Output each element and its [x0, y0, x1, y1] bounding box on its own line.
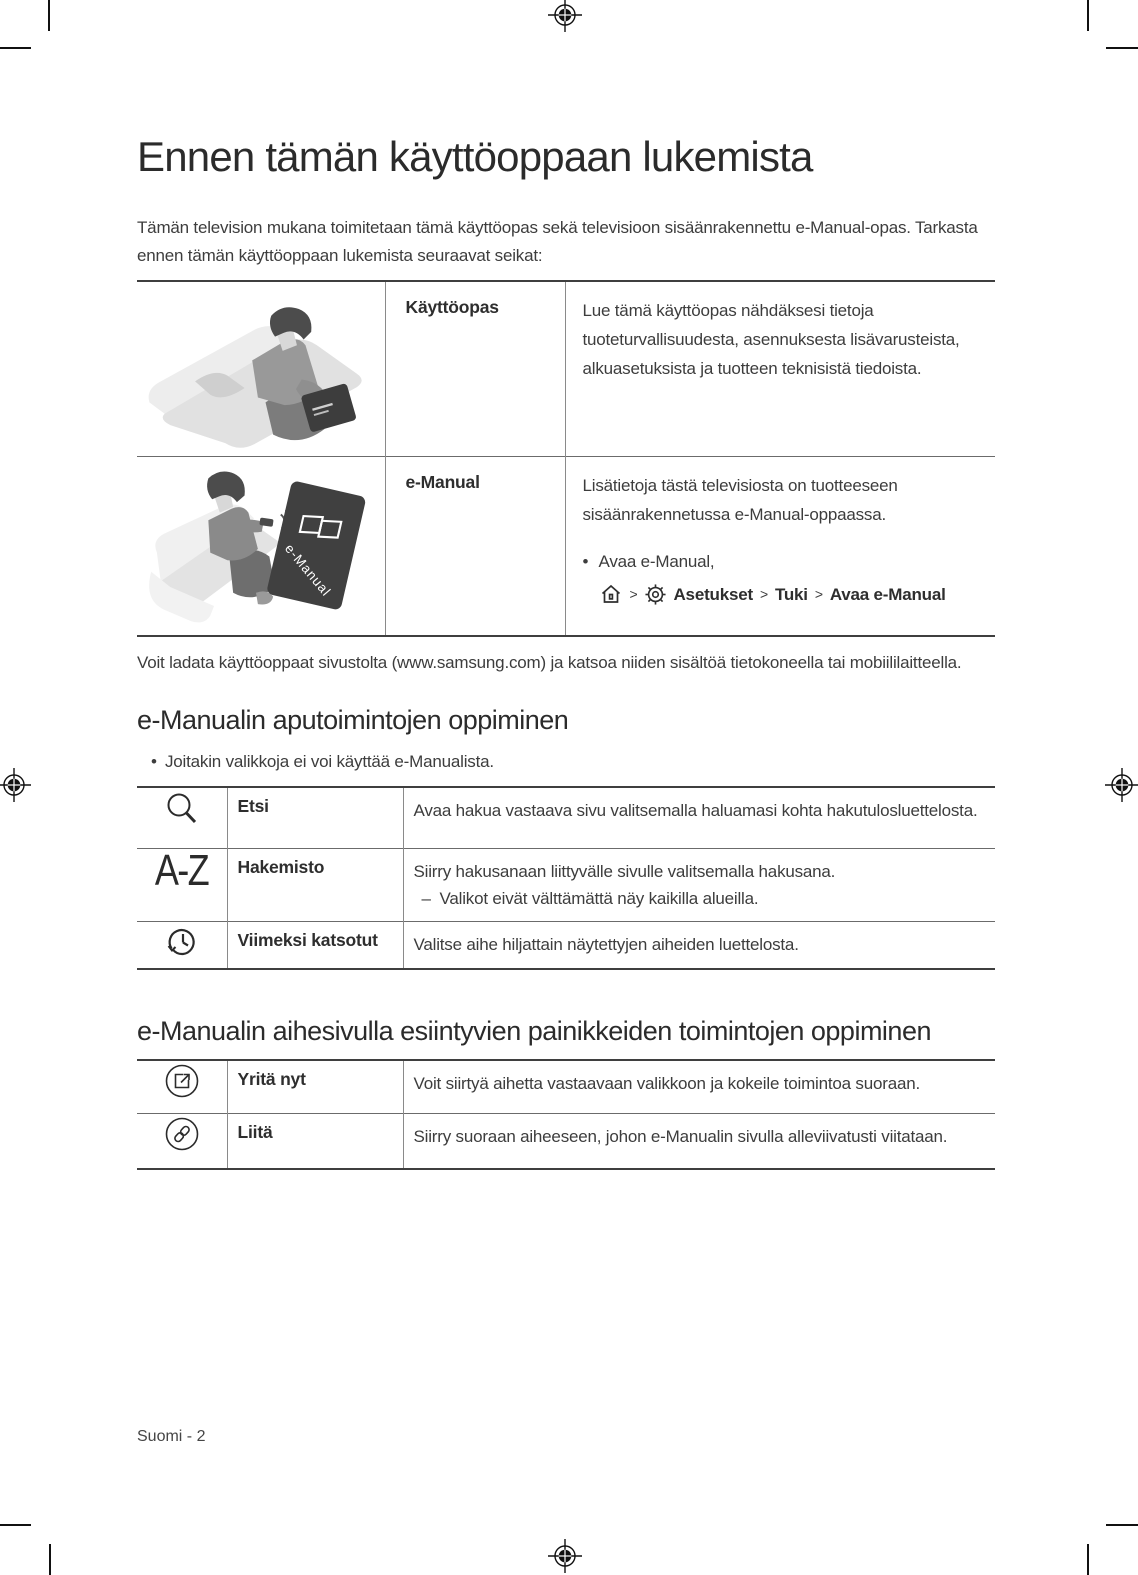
table-row — [137, 456, 995, 636]
section-heading-buttons: e-Manualin aihesivulla esiintyvien painikkeiden toimintojen oppiminen — [137, 1016, 931, 1046]
nav-separator: > — [759, 585, 768, 602]
search-icon — [160, 788, 204, 832]
page-title: Ennen tämän käyttöoppaan lukemista — [137, 133, 813, 180]
download-note: Voit ladata käyttöoppaat sivustolta (www.samsung.com) ja katsoa niiden sisältöä tietokoneella tai mobiililaitteella. — [137, 652, 962, 672]
row-description: Valitse aihe hiljattain näytettyjen aiheiden luettelosta. — [403, 922, 995, 970]
link-icon — [162, 1114, 202, 1154]
bullet-marker: • — [151, 751, 157, 771]
nav-support: Tuki — [774, 584, 808, 604]
guide-label: Käyttöopas — [385, 281, 565, 457]
table-row — [137, 1113, 995, 1169]
help-bullet — [137, 748, 995, 776]
row-description: Voit siirtyä aihetta vastaavaan valikkoon ja kokeile toimintoa suoraan. — [403, 1060, 995, 1113]
icon-cell — [137, 922, 227, 970]
illustration-cell — [137, 281, 385, 457]
person-reading-manual-illustration — [141, 290, 371, 448]
guide-description: Lue tämä käyttöopas nähdäksesi tietoja tuoteturvallisuudesta, asennuksesta lisävarusteista, alkuasetuksista ja tuotteen teknisistä tiedoista. — [565, 281, 995, 457]
row-label: Viimeksi katsotut — [227, 922, 403, 970]
row-label: Liitä — [227, 1113, 403, 1169]
icon-cell — [137, 1113, 227, 1169]
dash-marker: – — [421, 889, 431, 908]
icon-cell — [137, 1060, 227, 1113]
row-label: Etsi — [227, 787, 403, 849]
nav-settings: Asetukset — [673, 584, 753, 604]
person-with-remote-and-tv-illustration — [141, 465, 371, 627]
row-subnote — [414, 886, 990, 912]
bullet-marker: • — [582, 551, 589, 571]
section-heading-help: e-Manualin aputoimintojen oppiminen — [137, 704, 569, 735]
row-description-text: Siirry hakusanaan liittyvälle sivulle valitsemalla hakusana. — [413, 862, 836, 881]
icon-cell — [137, 787, 227, 849]
guide-table — [137, 280, 995, 637]
guide-description — [565, 456, 995, 636]
help-table — [137, 786, 995, 971]
illustration-cell — [137, 456, 385, 636]
row-description — [403, 849, 995, 922]
home-icon — [599, 582, 623, 606]
gear-icon — [644, 583, 667, 606]
guide-description-text: Lisätietoja tästä televisiosta on tuotteeseen sisäänrakennetussa e-Manual-oppaassa. — [582, 475, 898, 524]
try-now-icon — [162, 1061, 202, 1101]
recent-history-icon — [162, 922, 202, 962]
table-row — [137, 1060, 995, 1113]
nav-separator: > — [629, 585, 638, 602]
help-bullet-text: Joitakin valikkoja ei voi käyttää e-Manualista. — [165, 751, 494, 771]
nav-open-emanual: Avaa e-Manual — [829, 584, 946, 604]
row-label: Hakemisto — [227, 849, 403, 922]
table-row — [137, 849, 995, 922]
open-emanual-bullet — [583, 547, 990, 609]
buttons-table — [137, 1059, 995, 1170]
row-description: Siirry suoraan aiheeseen, johon e-Manualin sivulla alleviivatusti viitataan. — [403, 1113, 995, 1169]
table-row — [137, 922, 995, 970]
bullet-intro: Avaa e-Manual, — [598, 551, 715, 571]
intro-paragraph: Tämän television mukana toimitetaan tämä käyttöopas sekä televisioon sisäänrakennettu e-Manual-opas. Tarkasta ennen tämän käyttöoppaan lukemista seuraavat seikat: — [137, 217, 978, 265]
nav-path — [599, 580, 946, 609]
page-number: Suomi - 2 — [137, 1428, 206, 1445]
row-subnote-text: Valikot eivät välttämättä näy kaikilla alueilla. — [439, 889, 759, 908]
index-az-icon: A-Z — [155, 846, 209, 895]
guide-label: e-Manual — [385, 456, 565, 636]
tv-screen-label: e-Manual — [281, 540, 335, 599]
row-description: Avaa hakua vastaava sivu valitsemalla haluamasi kohta hakutulosluettelosta. — [403, 787, 995, 849]
table-row — [137, 787, 995, 849]
table-row — [137, 281, 995, 457]
nav-separator: > — [814, 585, 823, 602]
icon-cell — [137, 846, 227, 922]
row-label: Yritä nyt — [227, 1060, 403, 1113]
